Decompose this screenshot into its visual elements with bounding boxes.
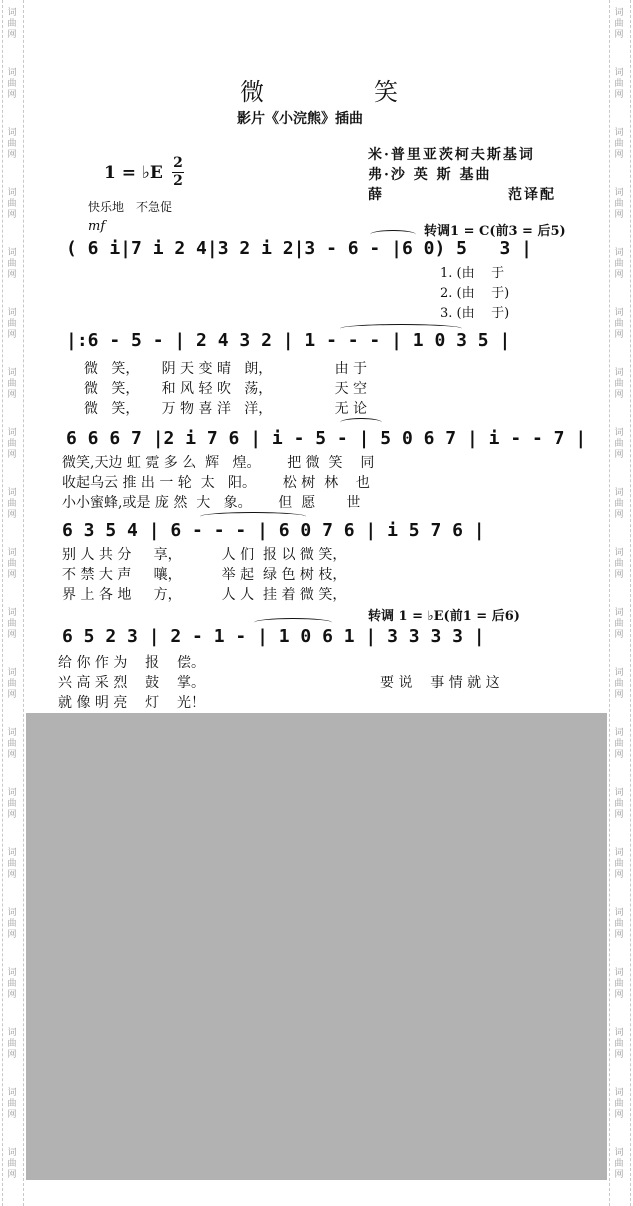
watermark-stamp: 词 曲 网 <box>7 668 17 700</box>
watermark-stamp: 词 曲 网 <box>614 608 624 640</box>
watermark-stamp: 词 曲 网 <box>7 788 17 820</box>
lyric-line-4b: 不 禁 大 声 嚷， 举 起 绿 色 树 枝， <box>62 567 347 583</box>
notation-line-5: 6 5 2 3 | 2 - 1 - | 1 0 6 1 | 3 3 3 3 | <box>62 626 485 647</box>
watermark-stamp: 词 曲 网 <box>614 848 624 880</box>
modulation-1: 转调1 = C(前3 = 后5) <box>424 224 566 239</box>
intro-lyric-1: 1. (由 于 <box>440 266 505 281</box>
watermark-stamp: 词 曲 网 <box>7 848 17 880</box>
watermark-stamp: 词 曲 网 <box>7 968 17 1000</box>
redaction-block <box>26 713 607 1180</box>
lyric-line-5-right: 要 说 事 情 就 这 <box>380 675 500 691</box>
watermark-stamp: 词 曲 网 <box>7 368 17 400</box>
watermark-stamp: 词 曲 网 <box>614 488 624 520</box>
composer-credit: 弗·沙 英 斯 基曲 <box>368 167 492 183</box>
translator-name: 薛 <box>368 187 384 203</box>
intro-lyric-3: 3. (由 于) <box>440 306 510 321</box>
lyric-line-2b: 微 笑， 和 风 轻 吹 荡， 天 空 <box>84 381 368 397</box>
watermark-stamp: 词 曲 网 <box>614 548 624 580</box>
lyric-line-4a: 别 人 共 分 享， 人 们 报 以 微 笑， <box>62 547 347 563</box>
watermark-stamp: 词 曲 网 <box>614 68 624 100</box>
subtitle: 影片《小浣熊》插曲 <box>237 111 363 127</box>
lyric-line-2a: 微 笑， 阴 天 变 晴 朗， 由 于 <box>84 361 368 377</box>
lyric-line-5a: 给 你 作 为 报 偿。 <box>58 655 205 671</box>
watermark-stamp: 词 曲 网 <box>614 128 624 160</box>
meter-bottom: 2 <box>173 173 183 189</box>
watermark-stamp: 词 曲 网 <box>7 248 17 280</box>
translator-role: 范译配 <box>508 187 556 203</box>
watermark-stamp: 词 曲 网 <box>614 908 624 940</box>
intro-lyric-2: 2. (由 于) <box>440 286 510 301</box>
watermark-stamp: 词 曲 网 <box>614 968 624 1000</box>
watermark-stamp: 词 曲 网 <box>7 608 17 640</box>
watermark-stamp: 词 曲 网 <box>7 488 17 520</box>
watermark-stamp: 词 曲 网 <box>7 428 17 460</box>
watermark-strip-left <box>2 0 24 1206</box>
lyric-line-4c: 界 上 各 地 方， 人 人 挂 着 微 笑， <box>62 587 347 603</box>
dynamic-marking: mf <box>88 219 106 234</box>
watermark-stamp: 词 曲 网 <box>7 128 17 160</box>
lyricist-credit: 米·普里亚茨柯夫斯基词 <box>368 147 535 163</box>
watermark-stamp: 词 曲 网 <box>7 548 17 580</box>
notation-line-2: |:6 - 5 - | 2 4 3 2 | 1 - - - | 1 0 3 5 | <box>66 330 511 351</box>
watermark-stamp: 词 曲 网 <box>7 1088 17 1120</box>
watermark-stamp: 词 曲 网 <box>614 188 624 220</box>
watermark-stamp: 词 曲 网 <box>614 8 624 40</box>
watermark-stamp: 词 曲 网 <box>7 68 17 100</box>
meter-top: 2 <box>173 155 183 171</box>
lyric-line-3a: 微笑,天边 虹 霓 多 么 辉 煌。 把 微 笑 同 <box>62 455 375 471</box>
watermark-stamp: 词 曲 网 <box>614 788 624 820</box>
watermark-stamp: 词 曲 网 <box>614 428 624 460</box>
tempo-marking: 快乐地 不急促 <box>88 200 173 214</box>
watermark-stamp: 词 曲 网 <box>614 728 624 760</box>
watermark-stamp: 词 曲 网 <box>7 308 17 340</box>
watermark-stamp: 词 曲 网 <box>7 1028 17 1060</box>
page-title <box>240 72 400 107</box>
key-signature: 1 = ♭E <box>104 163 163 183</box>
watermark-strip-right <box>609 0 631 1206</box>
modulation-2: 转调 1 = ♭E(前1 = 后6) <box>368 609 520 624</box>
watermark-stamp: 词 曲 网 <box>7 728 17 760</box>
lyric-line-5c: 就 像 明 亮 灯 光！ <box>58 695 205 711</box>
watermark-stamp: 词 曲 网 <box>7 908 17 940</box>
watermark-stamp: 词 曲 网 <box>614 368 624 400</box>
title-char-1: 微 <box>240 78 266 106</box>
title-char-2: 笑 <box>374 78 400 106</box>
notation-line-1: ( 6 i|7 i 2 4|3 2 i 2|3 - 6 - |6 0) 5 3 | <box>66 238 532 259</box>
notation-line-3: 6 6 6 7 |2 i 7 6 | i - 5 - | 5 0 6 7 | i - - 7 | <box>66 428 587 449</box>
watermark-stamp: 词 曲 网 <box>614 1148 624 1180</box>
lyric-line-5b: 兴 高 采 烈 鼓 掌。 <box>58 675 205 691</box>
lyric-line-3c: 小小蜜蜂,或是 庞 然 大 象。 但 愿 世 <box>62 495 361 511</box>
watermark-stamp: 词 曲 网 <box>614 668 624 700</box>
time-signature <box>172 156 184 189</box>
watermark-stamp: 词 曲 网 <box>614 248 624 280</box>
notation-line-4: 6 3 5 4 | 6 - - - | 6 0 7 6 | i 5 7 6 | <box>62 520 485 541</box>
slur <box>340 418 382 427</box>
watermark-stamp: 词 曲 网 <box>7 188 17 220</box>
watermark-stamp: 词 曲 网 <box>7 8 17 40</box>
watermark-stamp: 词 曲 网 <box>614 1028 624 1060</box>
watermark-stamp: 词 曲 网 <box>614 1088 624 1120</box>
lyric-line-3b: 收起乌云 推 出 一 轮 太 阳。 松 树 林 也 <box>62 475 370 491</box>
watermark-stamp: 词 曲 网 <box>7 1148 17 1180</box>
watermark-stamp: 词 曲 网 <box>614 308 624 340</box>
lyric-line-2c: 微 笑， 万 物 喜 洋 洋， 无 论 <box>84 401 368 417</box>
